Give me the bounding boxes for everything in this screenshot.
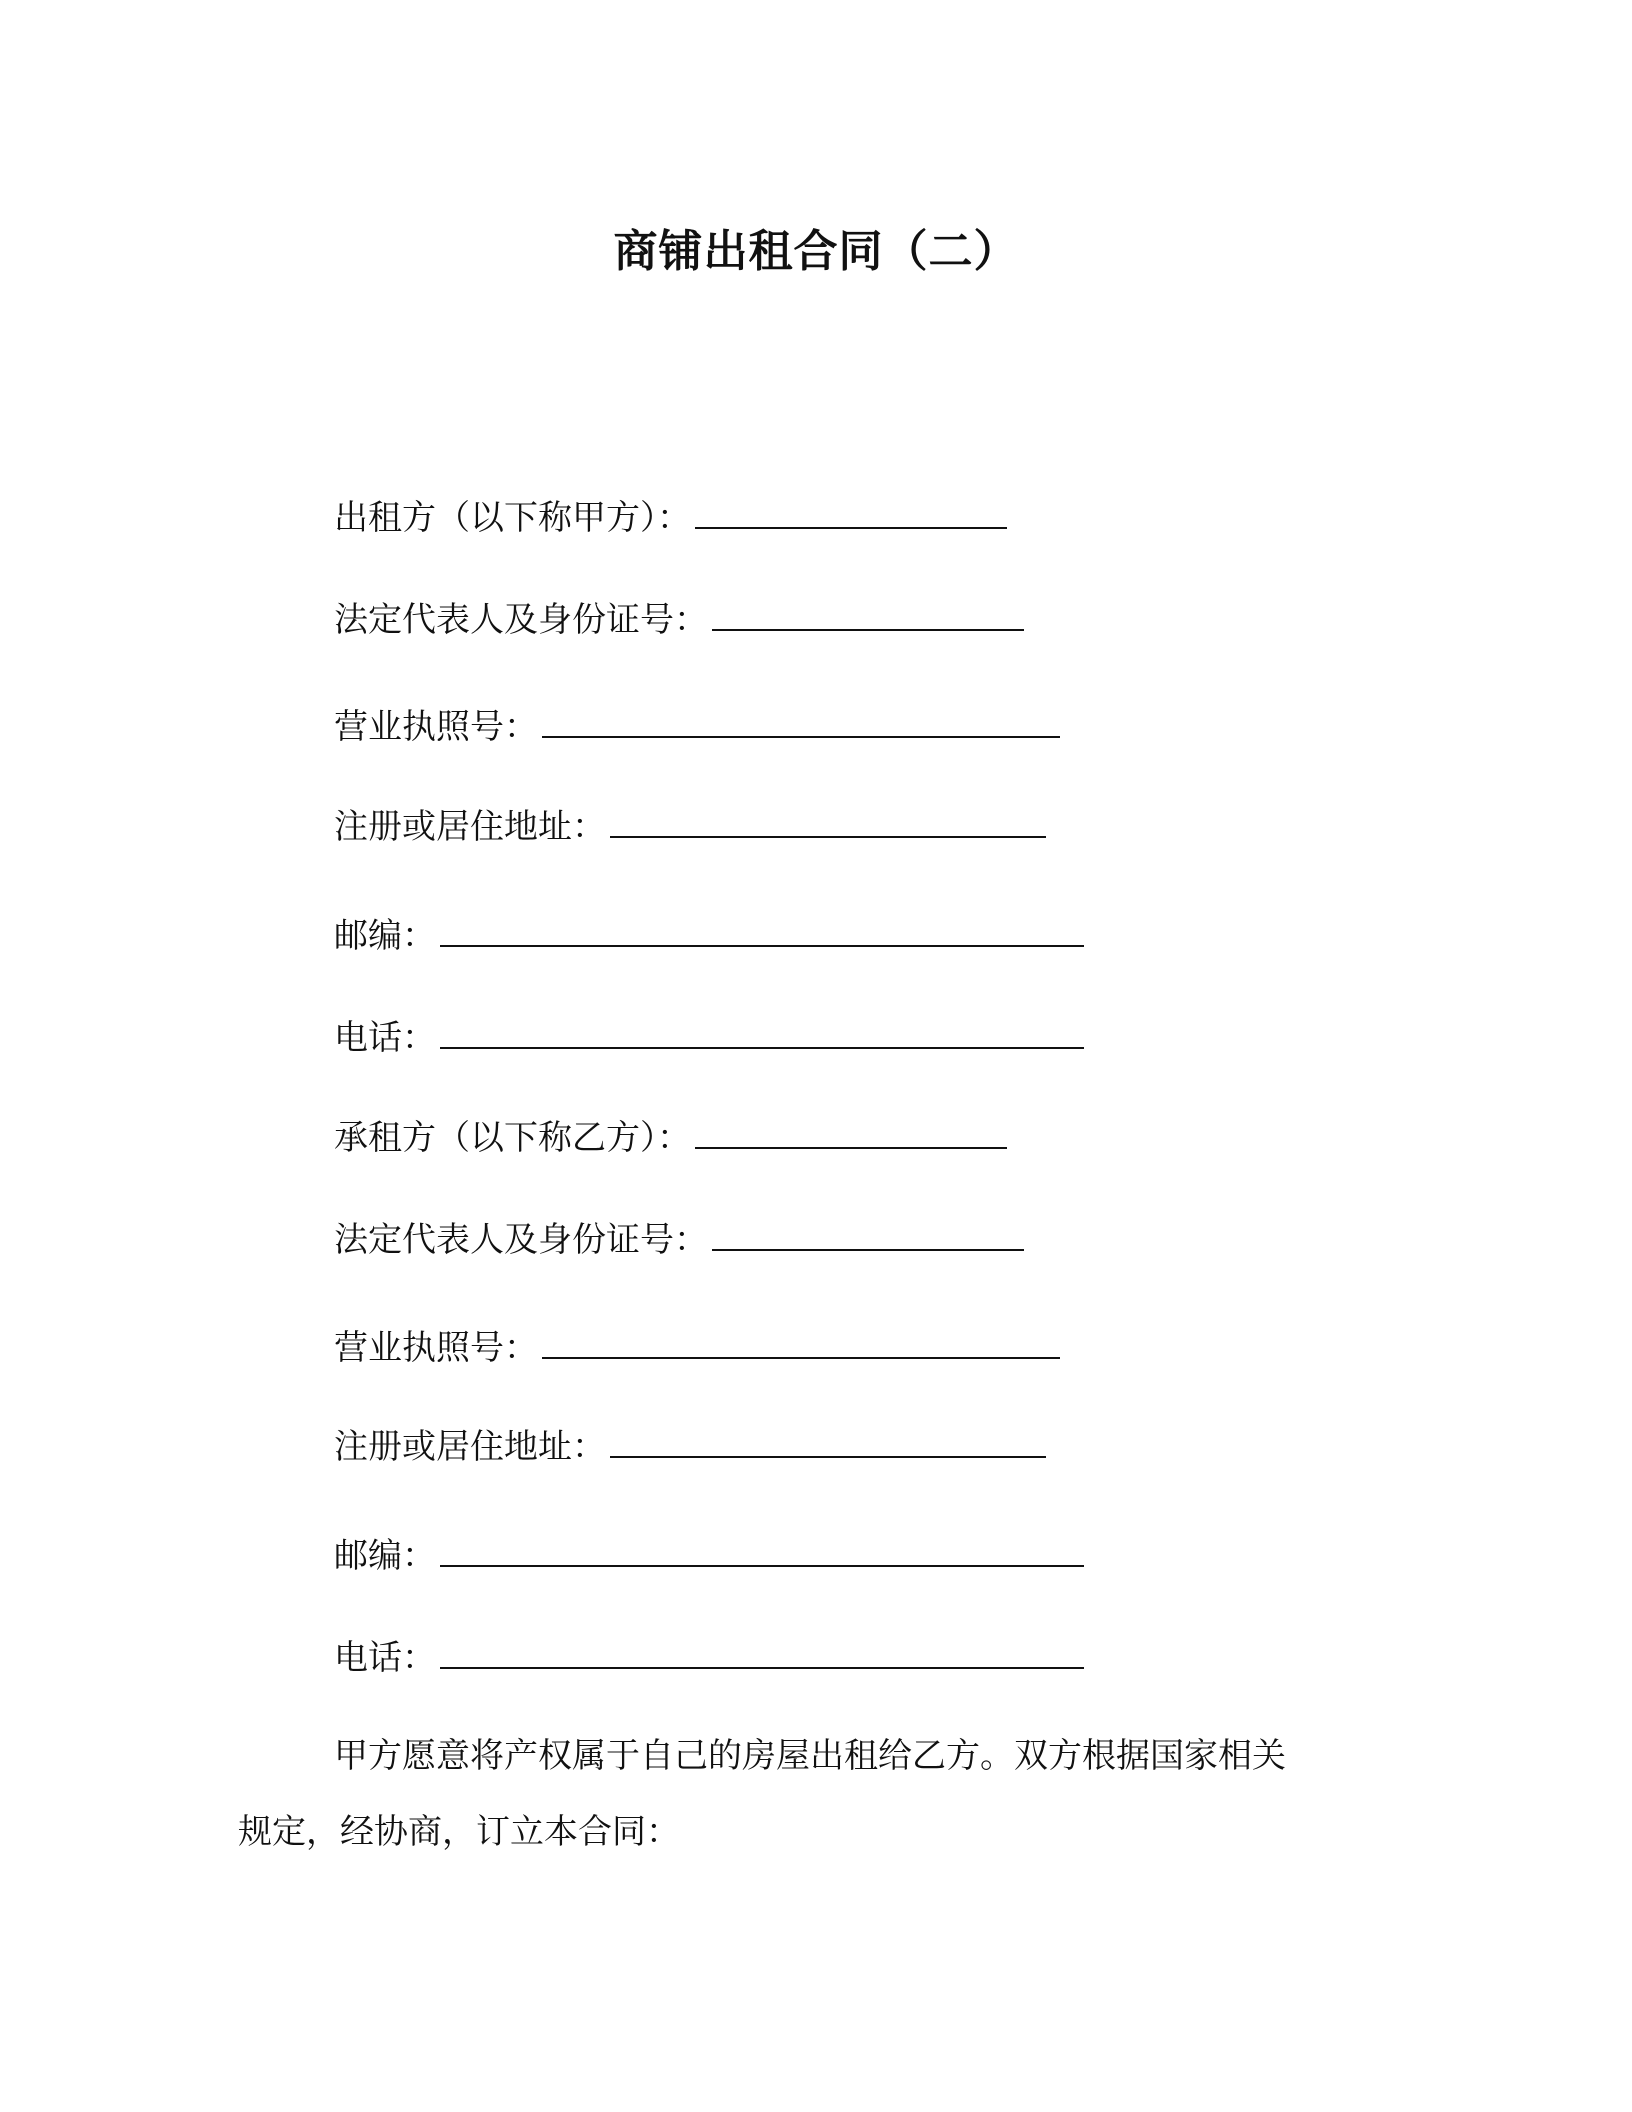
lessee-license-blank[interactable] (542, 1327, 1060, 1359)
lessor-representative-blank[interactable] (712, 599, 1024, 631)
lessee-party-field (334, 1114, 1007, 1162)
lessor-license-blank[interactable] (542, 706, 1060, 738)
lessee-postcode-field (334, 1532, 1084, 1580)
lessee-postcode-blank[interactable] (440, 1535, 1084, 1567)
intro-line-2: 规定，经协商，订立本合同： (238, 1812, 680, 1852)
intro-line-1: 甲方愿意将产权属于自己的房屋出租给乙方。双方根据国家相关 (334, 1736, 1286, 1776)
lessor-license-field (334, 703, 1060, 751)
lessor-address-blank[interactable] (610, 806, 1046, 838)
lessor-representative-label: 法定代表人及身份证号： (334, 600, 708, 640)
lessor-party-blank[interactable] (695, 497, 1007, 529)
lessee-address-label: 注册或居住地址： (334, 1427, 606, 1467)
lessor-postcode-label: 邮编： (334, 916, 436, 956)
lessee-license-label: 营业执照号： (334, 1328, 538, 1368)
lessor-phone-label: 电话： (334, 1018, 436, 1058)
lessor-postcode-blank[interactable] (440, 915, 1084, 947)
lessee-representative-blank[interactable] (712, 1219, 1024, 1251)
lessee-phone-field (334, 1634, 1084, 1682)
lessee-address-blank[interactable] (610, 1426, 1046, 1458)
lessee-license-field (334, 1324, 1060, 1372)
lessee-address-field (334, 1423, 1046, 1471)
lessor-party-label: 出租方（以下称甲方）： (334, 498, 691, 538)
lessor-license-label: 营业执照号： (334, 707, 538, 747)
lessee-representative-field (334, 1216, 1024, 1264)
lessee-party-blank[interactable] (695, 1117, 1007, 1149)
lessee-phone-label: 电话： (334, 1638, 436, 1678)
lessor-phone-field (334, 1014, 1084, 1062)
lessor-address-field (334, 803, 1046, 851)
lessor-postcode-field (334, 912, 1084, 960)
lessee-representative-label: 法定代表人及身份证号： (334, 1220, 708, 1260)
lessee-phone-blank[interactable] (440, 1637, 1084, 1669)
lessor-representative-field (334, 596, 1024, 644)
lessee-party-label: 承租方（以下称乙方）： (334, 1118, 691, 1158)
document-title: 商铺出租合同（二） (613, 226, 1019, 277)
lessor-phone-blank[interactable] (440, 1017, 1084, 1049)
lessor-address-label: 注册或居住地址： (334, 807, 606, 847)
lessee-postcode-label: 邮编： (334, 1536, 436, 1576)
lessor-party-field (334, 494, 1007, 542)
